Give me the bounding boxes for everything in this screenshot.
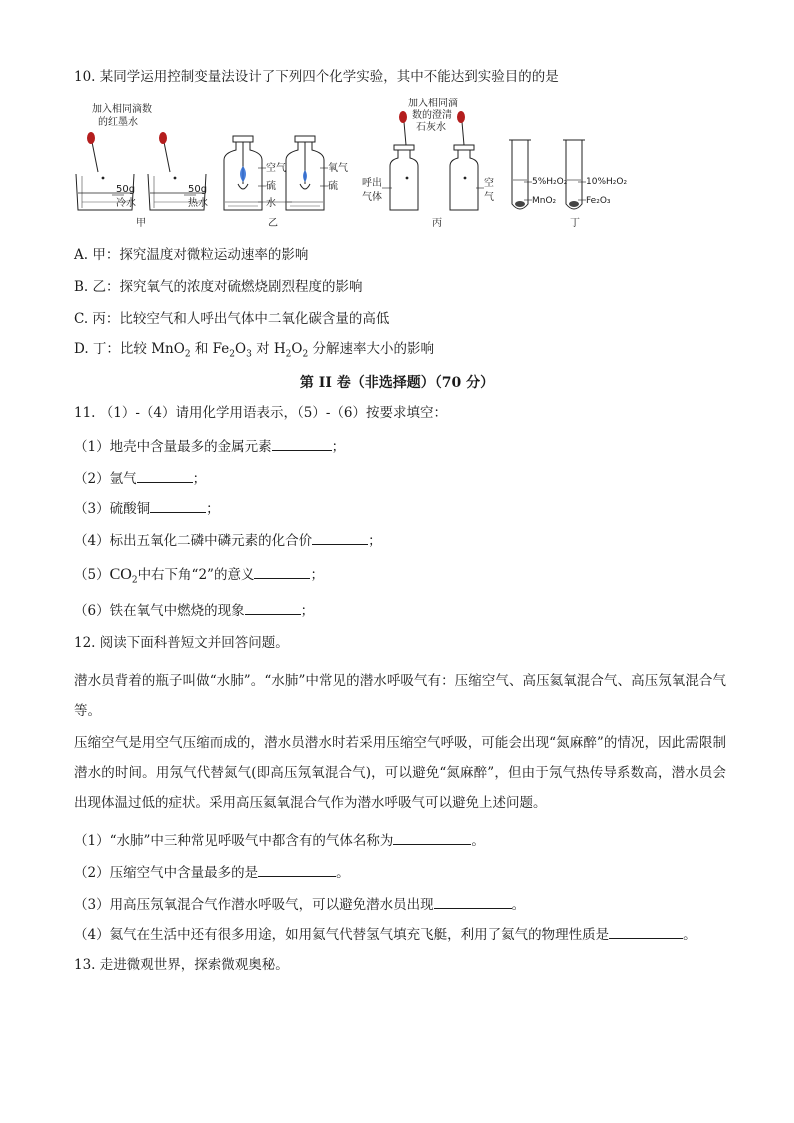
q10-option-a: A. 甲：探究温度对微粒运动速率的影响	[74, 247, 309, 263]
yi-water: 水	[266, 198, 276, 209]
ding-tube2-top: 10%H₂O₂	[586, 177, 628, 187]
bing-dropper-label-2: 数的澄清	[412, 110, 452, 121]
bing-left-label-1: 呼出	[362, 178, 382, 189]
jia-dropper-label-2: 的红墨水	[98, 117, 138, 128]
answer-blank[interactable]	[258, 862, 336, 877]
q12-paragraph-1: 潜水员背着的瓶子叫做“水肺”。“水肺”中常见的潜水呼吸气有：压缩空气、高压氦氧混合气、高压氖氧混合气等。	[74, 673, 726, 719]
q11-item-5: $(5)CO_2$中右下角“2”的意义 ；	[74, 566, 324, 586]
q12-item-2: （2）压缩空气中含量最多的是 。	[74, 862, 350, 882]
jia-beaker1-mass: 50g	[116, 184, 136, 195]
yi-bottle1-gas: 空气	[266, 163, 286, 174]
q10-stem: 10. 某同学运用控制变量法设计了下列四个化学实验，其中不能达到实验目的的是	[74, 69, 559, 85]
q11-item-1: （1）地壳中含量最多的金属元素 ；	[74, 436, 345, 456]
answer-blank[interactable]	[245, 600, 301, 615]
ding-tube1-bottom: MnO₂	[532, 196, 557, 206]
q10-option-b: B. 乙：探究氧气的浓度对硫燃烧剧烈程度的影响	[74, 279, 363, 295]
answer-blank[interactable]	[137, 468, 193, 483]
jia-beaker2-water: 热水	[188, 198, 208, 209]
answer-blank[interactable]	[434, 894, 512, 909]
bing-dropper-label-3: 石灰水	[416, 122, 446, 133]
ding-caption: 丁	[570, 218, 580, 229]
q10-figure	[72, 98, 652, 238]
bing-caption: 丙	[432, 218, 442, 229]
q11-stem: 11. （1）-（4）请用化学用语表示，（5）-（6）按要求填空：	[74, 405, 447, 421]
q11-item-2: （2）氩气 ；	[74, 468, 206, 488]
q12-paragraph-2: 压缩空气是用空气压缩而成的，潜水员潜水时若采用压缩空气呼吸，可能会出现“氮麻醉”的情况，因此需限制潜水的时间。用氖气代替氮气(即高压氖氧混合气)，可以避免“氮麻醉”，但由于氖气热传导系数高，潜水员会出现体温过低的症状。采用高压氦氧混合气作为潜水呼吸气可以避免上述问题。	[74, 735, 726, 811]
q11-item-6: （6）铁在氧气中燃烧的现象 ；	[74, 600, 314, 620]
ding-tube1-top: 5%H₂O₂	[532, 177, 568, 187]
q13-stem: 13. 走进微观世界，探索微观奥秘。	[74, 957, 289, 973]
bing-right-label-1: 空	[484, 178, 494, 189]
jia-beaker2-mass: 50g	[188, 184, 208, 195]
bing-left-label-2: 气体	[362, 192, 382, 203]
yi-bottle2-sulfur: 硫	[328, 181, 338, 192]
q10-option-d: D. 丁：比较 MnO$_2$ 和 $Fe_2O_3$ 对 $H_2O_2$ 分解速率大小的影响	[74, 341, 434, 360]
jia-dropper-label-1: 加入相同滴数	[92, 104, 152, 115]
jia-caption: 甲	[136, 218, 146, 229]
ding-tube2-bottom: Fe₂O₃	[586, 196, 611, 206]
section-title: 第 II 卷（非选择题）（70 分）	[299, 375, 495, 391]
bing-right-label-2: 气	[484, 192, 494, 203]
answer-blank[interactable]	[393, 830, 471, 845]
yi-caption: 乙	[268, 218, 278, 229]
answer-blank[interactable]	[272, 436, 332, 451]
answer-blank[interactable]	[150, 498, 206, 513]
bing-dropper-label-1: 加入相同滴	[408, 98, 458, 109]
answer-blank[interactable]	[312, 530, 368, 545]
q11-item-3: （3）硫酸铜 ；	[74, 498, 220, 518]
yi-bottle2-gas: 氧气	[328, 163, 348, 174]
q11-item-4: （4）标出五氧化二磷中磷元素的化合价 ；	[74, 530, 382, 550]
q12-item-1: （1）“水肺”中三种常见呼吸气中都含有的气体名称为 。	[74, 830, 485, 850]
answer-blank[interactable]	[254, 564, 310, 579]
q12-item-3: （3）用高压氖氧混合气作潜水呼吸气，可以避免潜水员出现 。	[74, 894, 525, 914]
jia-beaker1-water: 冷水	[116, 198, 136, 209]
answer-blank[interactable]	[609, 924, 683, 939]
yi-bottle1-sulfur: 硫	[266, 181, 276, 192]
experiment-diagram	[72, 98, 652, 238]
q10-option-c: C. 丙：比较空气和人呼出气体中二氧化碳含量的高低	[74, 311, 390, 327]
q12-item-4: （4）氦气在生活中还有很多用途，如用氦气代替氢气填充飞艇，利用了氦气的物理性质是 。	[74, 924, 697, 944]
q12-stem: 12. 阅读下面科普短文并回答问题。	[74, 635, 289, 651]
